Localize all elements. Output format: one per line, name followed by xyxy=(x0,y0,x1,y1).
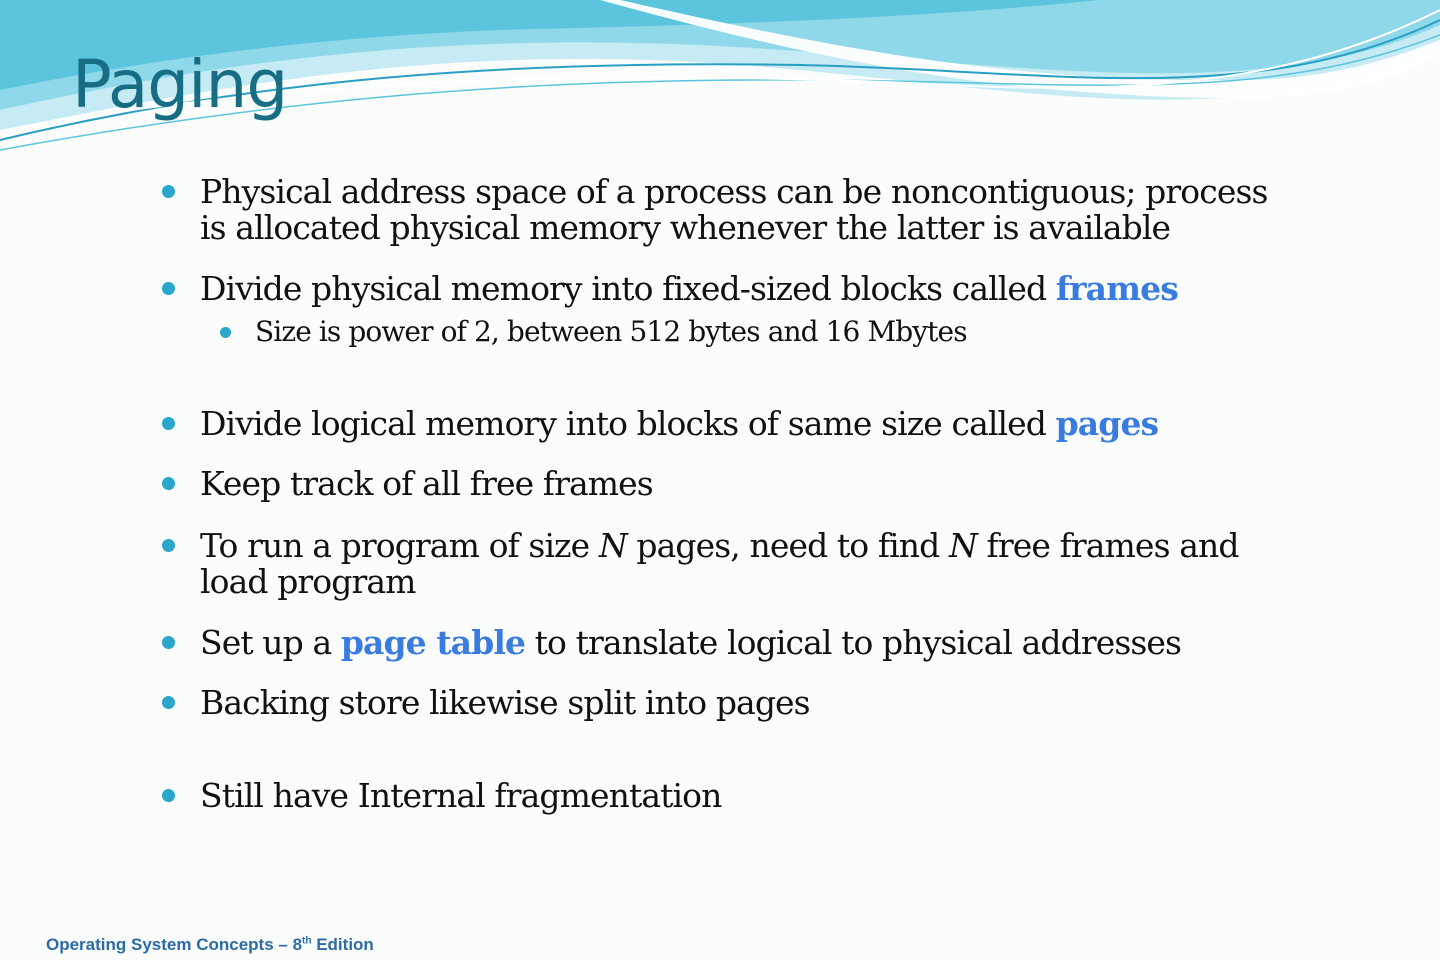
footer-text: Edition xyxy=(311,935,374,954)
bullet-noncontiguous xyxy=(200,174,1350,246)
bullet-text: Still have Internal fragmentation xyxy=(200,776,722,815)
footer-text: Operating System Concepts – 8 xyxy=(46,935,303,954)
bullet-backing-store xyxy=(200,685,1350,721)
bullet-line xyxy=(200,528,1350,564)
slide-title: Paging xyxy=(72,46,288,123)
bullet-pages xyxy=(200,406,1350,442)
bullet-text: Keep track of all free frames xyxy=(200,464,653,503)
bullet-frames xyxy=(200,271,1350,307)
keyword-frames: frames xyxy=(1055,269,1178,308)
bullet-text: Divide logical memory into blocks of same size called xyxy=(200,404,1056,443)
bullet-text: Divide physical memory into fixed-sized blocks called xyxy=(200,269,1056,308)
bullet-text: Backing store likewise split into pages xyxy=(200,683,810,722)
sub-bullet-frame-size xyxy=(255,316,967,348)
bullet-run-program xyxy=(200,528,1350,600)
variable-n: N xyxy=(948,526,977,565)
keyword-page-table: page table xyxy=(340,623,526,662)
bullet-text: to translate logical to physical addresses xyxy=(525,623,1182,662)
variable-n: N xyxy=(598,526,627,565)
footer-book-title xyxy=(46,935,374,955)
bullet-text: Set up a xyxy=(200,623,341,662)
bullet-free-frames xyxy=(200,466,1350,502)
bullet-internal-fragmentation xyxy=(200,778,1350,814)
bullet-line: Physical address space of a process can be noncontiguous; process xyxy=(200,172,1268,211)
bullet-page-table xyxy=(200,625,1350,661)
sub-bullet-text: Size is power of 2, between 512 bytes and 16 Mbytes xyxy=(255,315,967,348)
bullet-text: pages, need to find xyxy=(626,526,949,565)
bullet-text: To run a program of size xyxy=(200,526,599,565)
footer-superscript: th xyxy=(302,935,312,947)
bullet-text: free frames and xyxy=(976,526,1239,565)
keyword-pages: pages xyxy=(1055,404,1159,443)
bullet-line: is allocated physical memory whenever the latter is available xyxy=(200,208,1171,247)
bullet-line: load program xyxy=(200,562,416,601)
